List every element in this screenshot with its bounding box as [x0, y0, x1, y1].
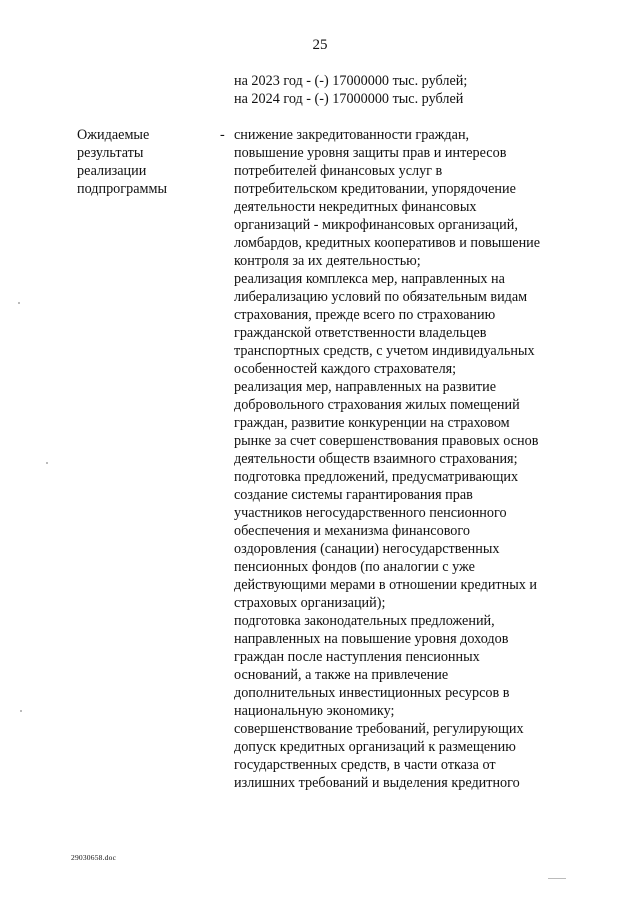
result-line: действующими мерами в отношении кредитных и — [234, 577, 537, 593]
result-line: страховых организаций); — [234, 595, 386, 611]
scan-speck — [46, 462, 48, 464]
result-line: рынке за счет совершенствования правовых основ — [234, 433, 539, 449]
result-line: государственных средств, в части отказа от — [234, 757, 496, 773]
result-line: транспортных средств, с учетом индивидуальных — [234, 343, 535, 359]
result-line: оснований, а также на привлечение — [234, 667, 449, 683]
page-number: 25 — [312, 37, 328, 53]
result-line: добровольного страхования жилых помещений — [234, 397, 520, 413]
result-line: потребителей финансовых услуг в — [234, 163, 443, 179]
funding-line: на 2024 год - (-) 17000000 тыс. рублей — [234, 91, 464, 107]
scan-speck — [20, 710, 22, 712]
result-line: подготовка законодательных предложений, — [234, 613, 495, 629]
scan-speck — [18, 302, 20, 304]
result-line: создание системы гарантирования прав — [234, 487, 473, 503]
result-line: допуск кредитных организаций к размещению — [234, 739, 516, 755]
result-line: деятельности некредитных финансовых — [234, 199, 477, 215]
funding-line: на 2023 год - (-) 17000000 тыс. рублей; — [234, 73, 468, 89]
result-line: национальную экономику; — [234, 703, 395, 719]
result-line: потребительском кредитовании, упорядочение — [234, 181, 516, 197]
result-line: дополнительных инвестиционных ресурсов в — [234, 685, 510, 701]
result-line: граждан, развитие конкуренции на страховом — [234, 415, 510, 431]
result-line: совершенствование требований, регулирующих — [234, 721, 524, 737]
result-line: оздоровления (санации) негосударственных — [234, 541, 500, 557]
result-line: ломбардов, кредитных кооперативов и повышение — [234, 235, 541, 251]
result-line: организаций - микрофинансовых организаций, — [234, 217, 518, 233]
result-line: страхования, прежде всего по страхованию — [234, 307, 496, 323]
section-label-line: реализации — [77, 163, 147, 179]
section-label-line: результаты — [77, 145, 144, 161]
footer-filename: 29030658.doc — [71, 853, 117, 862]
result-line: реализация мер, направленных на развитие — [234, 379, 497, 395]
result-line: обеспечения и механизма финансового — [234, 523, 470, 539]
result-line: граждан после наступления пенсионных — [234, 649, 480, 665]
result-line: реализация комплекса мер, направленных на — [234, 271, 505, 287]
result-line: контроля за их деятельностью; — [234, 253, 421, 269]
section-label-line: Ожидаемые — [77, 127, 150, 143]
result-line: подготовка предложений, предусматривающих — [234, 469, 519, 485]
result-line: повышение уровня защиты прав и интересов — [234, 145, 507, 161]
result-line: пенсионных фондов (по аналогии с уже — [234, 559, 475, 575]
section-dash: - — [220, 127, 225, 143]
result-line: снижение закредитованности граждан, — [234, 127, 470, 143]
result-line: участников негосударственного пенсионного — [234, 505, 507, 521]
result-line: направленных на повышение уровня доходов — [234, 631, 509, 647]
result-line: деятельности обществ взаимного страхования; — [234, 451, 518, 467]
result-line: излишних требований и выделения кредитного — [234, 775, 520, 791]
result-line: особенностей каждого страхователя; — [234, 361, 457, 377]
result-line: либерализацию условий по обязательным видам — [234, 289, 528, 305]
scan-speck — [548, 878, 566, 879]
section-label-line: подпрограммы — [77, 181, 167, 197]
result-line: гражданской ответственности владельцев — [234, 325, 487, 341]
